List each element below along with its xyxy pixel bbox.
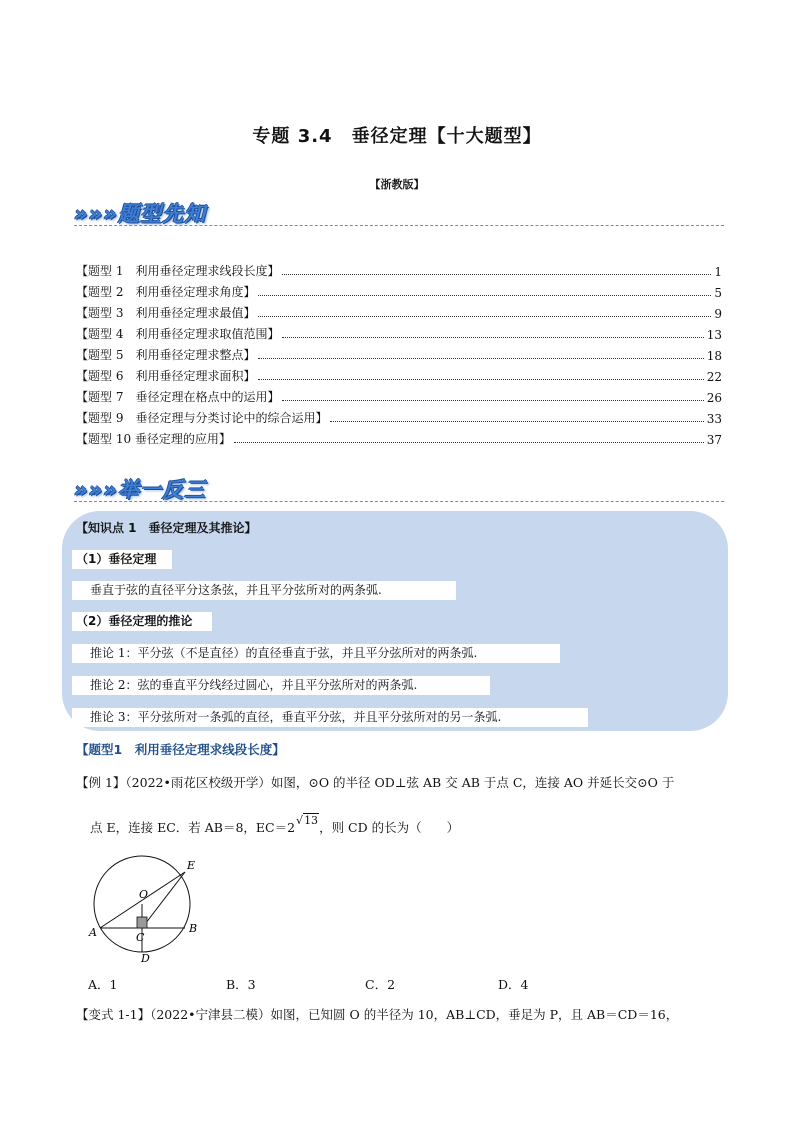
- toc-entry-page: 13: [706, 328, 722, 342]
- example-1-text-b: ，则 CD 的长为（ ）: [319, 820, 460, 835]
- knowledge-subheading: （2）垂径定理的推论: [72, 612, 212, 631]
- label-c: C: [136, 931, 145, 944]
- choice-b: B．3: [226, 977, 256, 992]
- section-heading: 【题型1 利用垂径定理求线段长度】: [76, 742, 285, 757]
- banner-divider: [74, 501, 724, 502]
- toc-leader-dots: [282, 400, 703, 401]
- banner-divider: [74, 225, 724, 226]
- toc-entry-label: 【题型 10 垂径定理的应用】: [76, 432, 231, 446]
- toc-entry[interactable]: [76, 405, 722, 426]
- page-title: 专题 3.4 垂径定理【十大题型】: [252, 126, 542, 147]
- example-1-text-a: 点 E，连接 EC．若 AB＝8，EC＝2: [90, 820, 296, 835]
- choice-d: D．4: [498, 977, 529, 992]
- choice-a: A．1: [88, 977, 118, 992]
- practice-banner-text: »»»举一反三: [74, 478, 206, 502]
- label-b: B: [189, 922, 198, 935]
- line-ec: [142, 872, 185, 928]
- toc-leader-dots: [234, 442, 704, 443]
- toc-leader-dots: [330, 421, 703, 422]
- corollary-2: 推论 2：弦的垂直平分线经过圆心，并且平分弦所对的两条弧.: [72, 676, 490, 695]
- corollary-3: 推论 3：平分弦所对一条弧的直径，垂直平分弦，并且平分弦所对的另一条弧.: [72, 708, 588, 727]
- toc-entry-page: 33: [706, 412, 722, 426]
- toc-entry-page: 22: [706, 370, 722, 384]
- toc-entry-page: 37: [706, 433, 722, 447]
- corollary-1: 推论 1：平分弦（不是直径）的直径垂直于弦，并且平分弦所对的两条弧.: [72, 644, 560, 663]
- circle-figure: [86, 848, 226, 966]
- toc-entry[interactable]: [76, 321, 722, 342]
- toc-entry[interactable]: [76, 258, 722, 279]
- toc-banner: [74, 198, 724, 228]
- toc-entry-label: 【题型 6 利用垂径定理求面积】: [76, 369, 256, 383]
- toc-leader-dots: [258, 358, 703, 359]
- label-o: O: [139, 888, 149, 901]
- toc-entry-page: 5: [714, 286, 722, 300]
- toc-entry-page: 1: [714, 265, 722, 279]
- toc-entry[interactable]: [76, 300, 722, 321]
- toc-entry-label: 【题型 1 利用垂径定理求线段长度】: [76, 264, 280, 278]
- toc-leader-dots: [258, 379, 703, 380]
- table-of-contents: [76, 258, 722, 447]
- example-1-line-1: 【例 1】（2022•雨花区校级开学）如图，⊙O 的半径 OD⊥弦 AB 交 AB 于点 C，连接 AO 并延长交⊙O 于: [76, 775, 675, 790]
- right-angle-mark: [137, 917, 147, 928]
- toc-leader-dots: [282, 274, 711, 275]
- knowledge-text: 垂直于弦的直径平分这条弦，并且平分弦所对的两条弧.: [72, 581, 456, 600]
- toc-entry-page: 26: [706, 391, 722, 405]
- toc-leader-dots: [258, 316, 711, 317]
- label-a: A: [89, 926, 97, 939]
- toc-entry[interactable]: [76, 426, 722, 447]
- toc-entry-label: 【题型 2 利用垂径定理求角度】: [76, 285, 256, 299]
- toc-entry[interactable]: [76, 279, 722, 300]
- toc-entry-label: 【题型 7 垂径定理在格点中的运用】: [76, 390, 280, 404]
- toc-entry-label: 【题型 3 利用垂径定理求最值】: [76, 306, 256, 320]
- sqrt-expression: √13: [296, 814, 319, 827]
- toc-entry-label: 【题型 5 利用垂径定理求整点】: [76, 348, 256, 362]
- toc-banner-text: »»»题型先知: [74, 202, 206, 226]
- toc-entry-label: 【题型 9 垂径定理与分类讨论中的综合运用】: [76, 411, 328, 425]
- toc-entry[interactable]: [76, 363, 722, 384]
- choice-c: C．2: [365, 977, 396, 992]
- variant-1-1: 【变式 1-1】（2022•宁津县二模）如图，已知圆 O 的半径为 10，AB⊥CD，垂足为 P，且 AB＝CD＝16，: [76, 1007, 679, 1022]
- toc-entry[interactable]: [76, 342, 722, 363]
- toc-entry-label: 【题型 4 利用垂径定理求取值范围】: [76, 327, 280, 341]
- toc-entry[interactable]: [76, 384, 722, 405]
- sqrt-radicand: 13: [304, 814, 319, 827]
- toc-leader-dots: [258, 295, 711, 296]
- label-d: D: [141, 952, 150, 965]
- toc-leader-dots: [282, 337, 703, 338]
- edition-label: 【浙教版】: [369, 178, 425, 191]
- knowledge-heading: 【知识点 1 垂径定理及其推论】: [76, 521, 257, 535]
- toc-entry-page: 18: [706, 349, 722, 363]
- example-1-line-2: [90, 814, 740, 839]
- label-e: E: [187, 859, 196, 872]
- toc-entry-page: 9: [714, 307, 722, 321]
- knowledge-subheading: （1）垂径定理: [72, 550, 172, 569]
- practice-banner: [74, 474, 724, 504]
